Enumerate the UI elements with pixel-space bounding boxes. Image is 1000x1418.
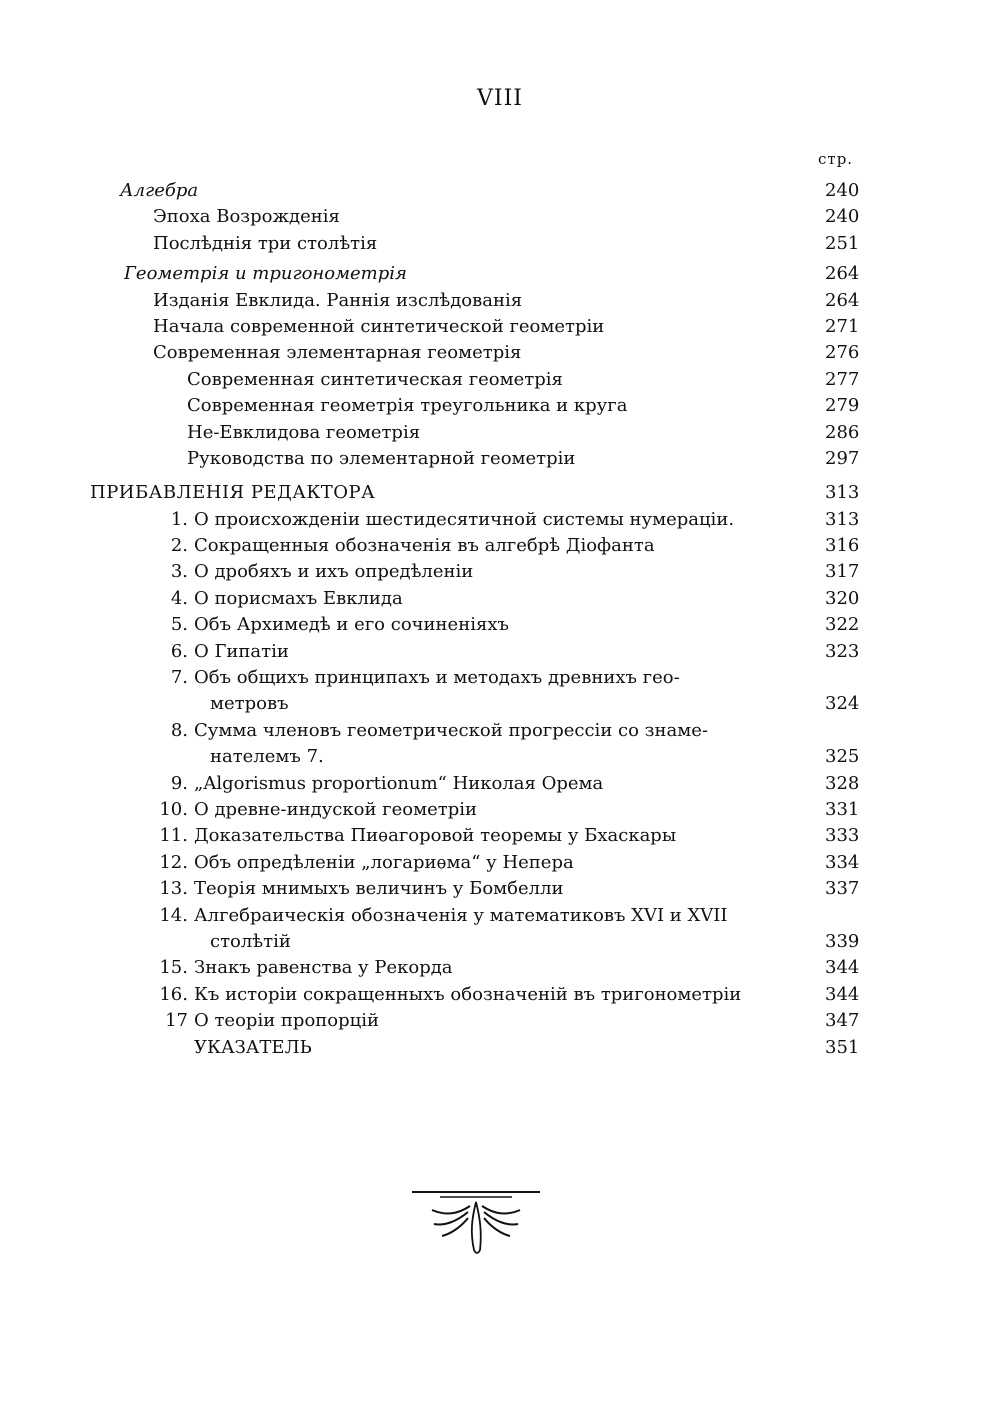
toc-entry-page: 240 [825,180,860,201]
appendix-entry-title-continued: метровъ [210,693,289,715]
toc-entry-page: 240 [825,206,860,228]
toc-entry[interactable] [90,340,870,366]
appendix-entry-title: О порисмахъ Евклида [194,587,403,609]
appendix-entry-page: 322 [825,614,860,636]
toc-entry-page: 264 [825,289,860,311]
appendix-entry-number: 11. [159,825,188,847]
toc-entry-page: 286 [825,421,860,443]
toc-entry-title: Современная геометрія треугольника и круга [187,395,628,417]
appendix-entry-page: 331 [825,798,860,820]
appendix-entry-page: 313 [825,508,860,530]
appendix-entry-number: 3. [170,561,188,583]
toc-entry-title: Руководства по элементарной геометріи [187,447,576,469]
appendix-entry[interactable] [90,639,870,665]
toc-entry-page: 279 [825,395,860,417]
appendix-list [90,507,870,1035]
appendix-entry-page: 333 [825,825,860,847]
appendix-entry-page: 339 [825,930,860,952]
appendix-entry-page: 316 [825,535,860,557]
page-column-label: стр. [818,150,854,168]
appendix-entry-number: 10. [159,798,188,820]
toc-entry-page: 276 [825,342,860,364]
appendix-entry[interactable] [90,823,870,849]
table-of-contents [90,178,870,1061]
appendix-entry-page: 320 [825,587,860,609]
toc-entry[interactable] [90,288,870,314]
appendix-entry-title-continued: столѣтій [210,930,291,952]
page-number: VIII [477,86,523,111]
appendix-entry-title: О теоріи пропорцій [194,1010,379,1032]
toc-entry[interactable] [90,204,870,230]
toc-entry[interactable] [90,367,870,393]
toc-entry-title: Начала современной синтетической геометріи [153,315,605,337]
toc-entry-page: 251 [825,232,860,254]
appendix-entry-title: Объ общихъ принципахъ и методахъ древнихъ гео- [194,667,680,689]
appendix-entry[interactable] [90,955,870,981]
appendix-entry-page: 347 [825,1010,860,1032]
toc-entry-title: Современная элементарная геометрія [153,342,522,364]
appendix-entry-title: О происхожденіи шестидесятичной системы нумераціи. [194,508,735,530]
toc-section-title: ПРИБАВЛЕНІЯ РЕДАКТОРА [90,482,376,504]
appendix-entry-number: 16. [159,983,188,1005]
appendix-entry-title: Доказательства Пиѳагоровой теоремы у Бхаскары [194,825,677,847]
appendix-entry-title: Сумма членовъ геометрической прогрессіи со знаме- [194,719,708,741]
appendix-entry[interactable] [90,903,870,929]
appendix-entry-number: 2. [170,535,188,557]
toc-entry-title: Современная синтетическая геометрія [187,368,563,390]
appendix-entry-title: О Гипатіи [194,640,289,662]
appendix-entry-title: Объ Архимедѣ и его сочиненіяхъ [194,614,509,636]
appendix-entry-number: 4. [170,587,188,609]
appendix-entry[interactable] [90,771,870,797]
appendix-entry-number: 17 [165,1010,188,1032]
toc-entry-title: Геометрія и тригонометрія [124,263,407,285]
appendix-entry[interactable] [90,797,870,823]
appendix-entry-page: 344 [825,983,860,1005]
appendix-entry-number: 8. [170,719,188,741]
appendix-entry-title: Знакъ равенства у Рекорда [194,957,453,979]
appendix-entry-continuation[interactable] [90,744,870,770]
appendix-entry-continuation[interactable] [90,691,870,717]
appendix-entry-number: 1. [170,508,188,530]
appendix-entry[interactable] [90,559,870,585]
toc-entry-geometry[interactable] [90,261,870,287]
appendix-entry[interactable] [90,665,870,691]
toc-entry-index[interactable] [90,1035,870,1061]
appendix-entry-page: 328 [825,772,860,794]
appendix-entry-title: „Algorismus proportionum“ Николая Орема [194,772,604,794]
appendix-entry[interactable] [90,718,870,744]
appendix-entry[interactable] [90,533,870,559]
appendix-entry-number: 9. [170,772,188,794]
appendix-entry-continuation[interactable] [90,929,870,955]
toc-entry-title: УКАЗАТЕЛЬ [194,1036,312,1058]
appendix-entry-page: 317 [825,561,860,583]
appendix-entry-page: 323 [825,640,860,662]
toc-entry-page: 313 [825,482,860,504]
toc-section-appendix[interactable] [90,480,870,506]
toc-entry-title: Не-Евклидова геометрія [187,421,421,443]
toc-entry[interactable] [90,420,870,446]
appendix-entry-number: 6. [170,640,188,662]
appendix-entry-title-continued: нателемъ 7. [210,746,324,768]
appendix-entry-number: 15. [159,957,188,979]
toc-entry-page: 271 [825,315,860,337]
toc-entry-title: Изданія Евклида. Раннія изслѣдованія [153,289,523,311]
appendix-entry-page: 324 [825,693,860,715]
appendix-entry-page: 344 [825,957,860,979]
appendix-entry-number: 7. [170,667,188,689]
appendix-entry-number: 5. [170,614,188,636]
appendix-entry[interactable] [90,876,870,902]
appendix-entry-number: 12. [159,851,188,873]
toc-entry-title: Послѣднія три столѣтія [153,232,378,254]
appendix-entry-page: 337 [825,878,860,900]
ornament-icon [410,1188,542,1258]
toc-entry-title: Эпоха Возрожденія [153,206,340,228]
appendix-entry[interactable] [90,1008,870,1034]
appendix-entry-title: Объ опредѣленіи „логариѳма“ у Непера [194,851,574,873]
toc-entry-page: 264 [825,263,860,285]
toc-entry[interactable] [90,231,870,257]
toc-entry-page: 277 [825,368,860,390]
appendix-entry[interactable] [90,586,870,612]
appendix-entry-page: 334 [825,851,860,873]
toc-entry-page: 297 [825,447,860,469]
appendix-entry-page: 325 [825,746,860,768]
appendix-entry-title: Алгебраическія обозначенія у математиковъ XVI и XVII [194,904,728,926]
toc-entry-algebra[interactable] [90,178,870,204]
appendix-entry[interactable] [90,507,870,533]
toc-entry-title: Алгебра [120,180,199,201]
appendix-entry-title: О дробяхъ и ихъ опредѣленіи [194,561,474,583]
toc-entry[interactable] [90,314,870,340]
appendix-entry-title: Къ исторіи сокращенныхъ обозначеній въ тригонометріи [194,983,742,1005]
appendix-entry-title: Теорія мнимыхъ величинъ у Бомбелли [194,878,564,900]
appendix-entry-number: 14. [159,904,188,926]
toc-entry[interactable] [90,393,870,419]
appendix-entry-title: О древне-индуской геометріи [194,798,477,820]
appendix-entry[interactable] [90,612,870,638]
toc-entry-page: 351 [825,1036,860,1058]
appendix-entry[interactable] [90,850,870,876]
appendix-entry[interactable] [90,982,870,1008]
appendix-entry-title: Сокращенныя обозначенія въ алгебрѣ Діофанта [194,535,655,557]
appendix-entry-number: 13. [159,878,188,900]
toc-entry[interactable] [90,446,870,472]
